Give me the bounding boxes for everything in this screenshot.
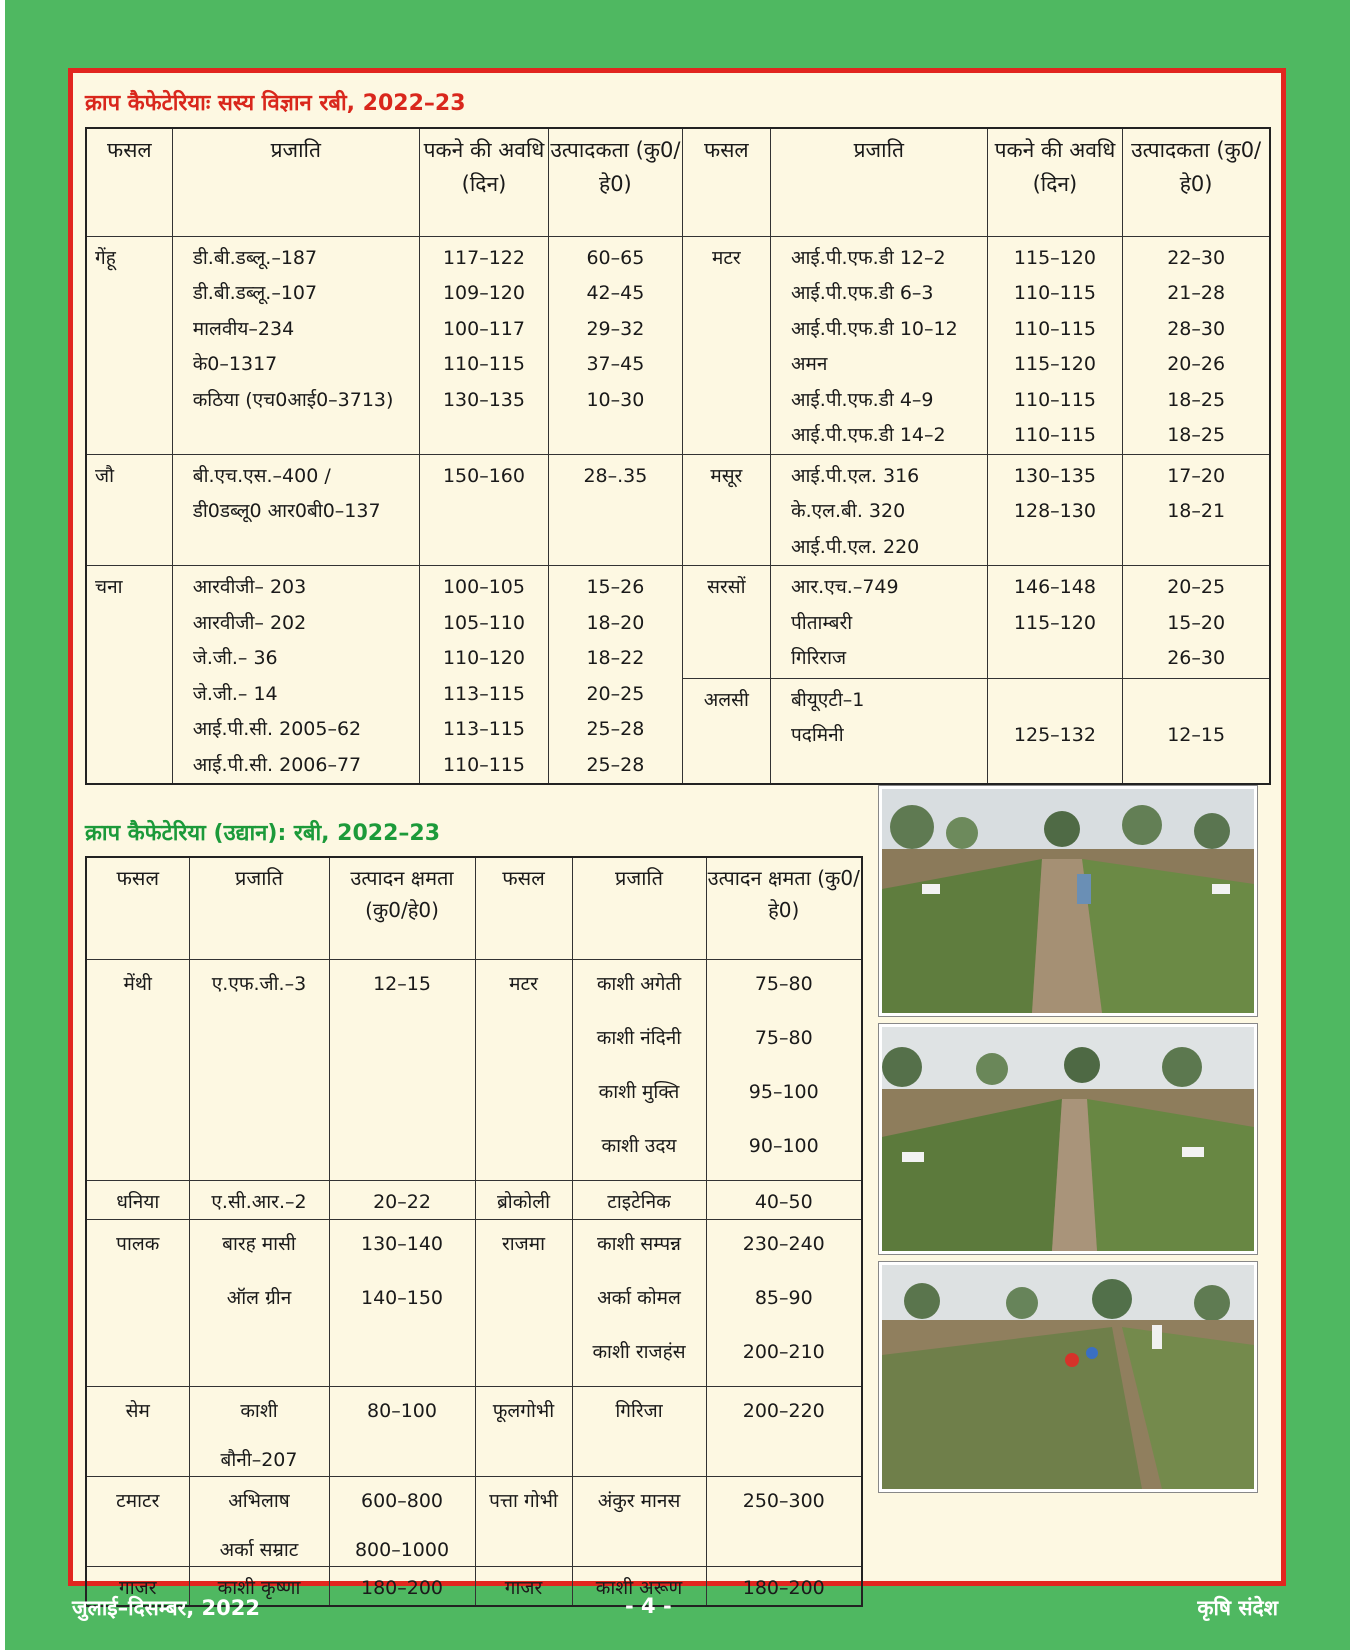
table-row [86, 1476, 862, 1566]
horticulture-section-title: क्राप कैफेटेरिया (उद्यान): रबी, 2022–23 [85, 821, 441, 846]
variety-cell [572, 1219, 706, 1386]
crop-cell [86, 1180, 189, 1219]
variety-name: डी0डब्लू0 आर0बी0–137 [192, 500, 381, 522]
duration-cell [987, 454, 1123, 566]
variety-cell [572, 1180, 706, 1219]
crop-name: मेंथी [123, 972, 152, 995]
productivity-value: 37–45 [586, 353, 645, 375]
variety-name: जे.जी.– 36 [192, 647, 278, 669]
capacity-cell [706, 959, 862, 1180]
table-row [86, 1180, 862, 1219]
capacity-value: 200–220 [742, 1399, 825, 1422]
productivity-cell [549, 454, 683, 566]
variety-name: मालवीय–234 [192, 317, 295, 340]
crop-name: राजमा [501, 1232, 546, 1255]
variety-name: आई.पी.एफ.डी 14–2 [790, 424, 946, 446]
duration-value: 110–115 [1013, 388, 1096, 411]
variety-cell [189, 1219, 329, 1386]
crop-name: जौ [95, 464, 115, 487]
variety-name: काशी [240, 1399, 278, 1422]
variety-name: पीताम्बरी [790, 611, 853, 634]
productivity-value: 15–26 [586, 576, 645, 598]
header-duration: पकने की अवधि (दिन) [987, 128, 1123, 236]
duration-value: 125–132 [1013, 724, 1096, 747]
header-productivity: उत्पादकता (कु0/हे0) [1123, 128, 1270, 236]
header-variety: प्रजाति [770, 128, 987, 236]
variety-name: काशी नंदिनी [596, 1026, 682, 1049]
left-edge-strip [0, 0, 5, 1650]
table-row [86, 454, 1270, 566]
variety-name: ए.सी.आर.–2 [211, 1190, 307, 1213]
crop-cell [86, 1476, 189, 1566]
header-crop: फसल [86, 857, 189, 959]
productivity-value: 20–26 [1167, 353, 1226, 375]
variety-name: बौनी–207 [220, 1448, 298, 1471]
variety-name: आई.पी.एफ.डी 4–9 [790, 388, 934, 411]
variety-name: जे.जी.– 14 [192, 682, 278, 705]
duration-cell [987, 236, 1123, 454]
crop-name: सेम [125, 1399, 150, 1422]
capacity-value: 95–100 [748, 1080, 819, 1103]
crop-name: सरसों [707, 576, 746, 598]
duration-value: 150–160 [442, 464, 525, 487]
productivity-value: 60–65 [586, 246, 645, 269]
agronomy-table [85, 127, 1271, 785]
duration-value: 110–115 [1013, 282, 1096, 304]
header-crop: फसल [86, 128, 172, 236]
page-footer [0, 1586, 1350, 1650]
duration-value: 115–120 [1013, 353, 1096, 375]
productivity-value: 25–28 [586, 753, 645, 776]
agronomy-section-title: क्राप कैफेटेरियाः सस्य विज्ञान रबी, 2022–23 [85, 91, 466, 116]
variety-name: गिरिराज [790, 647, 847, 669]
duration-value: 117–122 [442, 246, 525, 269]
variety-cell [189, 959, 329, 1180]
crop-cell [475, 959, 572, 1180]
crop-name: पालक [116, 1232, 160, 1255]
variety-name: काशी अरूण [595, 1576, 683, 1599]
variety-cell [770, 566, 987, 679]
capacity-cell [706, 1219, 862, 1386]
capacity-value: 180–200 [360, 1576, 444, 1599]
crop-cell [86, 1386, 189, 1476]
productivity-cell [1123, 678, 1270, 784]
table-row [86, 1219, 862, 1386]
capacity-value: 180–200 [742, 1576, 825, 1599]
table-row [86, 1386, 862, 1476]
capacity-value: 75–80 [754, 972, 813, 995]
duration-cell [419, 454, 548, 566]
productivity-cell [549, 236, 683, 454]
duration-cell [419, 236, 548, 454]
capacity-value: 80–100 [367, 1399, 437, 1422]
crop-name: गाजर [119, 1576, 157, 1599]
variety-name: के.एल.बी. 320 [790, 500, 906, 522]
capacity-cell [329, 1476, 475, 1566]
variety-name: डी.बी.डब्लू.–107 [192, 282, 318, 304]
productivity-cell [1123, 566, 1270, 679]
productivity-value: 29–32 [586, 317, 645, 340]
variety-name: आरवीजी– 203 [192, 576, 307, 598]
duration-value: 110–115 [1013, 317, 1096, 340]
duration-value: 113–115 [442, 718, 525, 740]
variety-name: आर.एच.–749 [790, 576, 899, 598]
crop-name: मसूर [710, 464, 743, 487]
variety-name: काशी राजहंस [592, 1340, 686, 1363]
field-photos [879, 786, 1257, 1500]
content-frame [68, 68, 1286, 1599]
capacity-value: 85–90 [754, 1286, 813, 1309]
variety-name: ए.एफ.जी.–3 [211, 972, 307, 995]
variety-name: काशी सम्पन्न [597, 1232, 681, 1255]
capacity-value: 200–210 [742, 1340, 825, 1363]
variety-name: अमन [790, 353, 828, 375]
variety-cell [189, 1386, 329, 1476]
crop-cell [682, 236, 770, 454]
productivity-value: 12–15 [1167, 724, 1226, 747]
capacity-cell [706, 1476, 862, 1566]
header-capacity: उत्पादन क्षमता (कु0/हे0) [706, 857, 862, 959]
capacity-value: 90–100 [748, 1134, 819, 1157]
productivity-value: 20–25 [586, 682, 645, 705]
footer-page-number: - 4 - [625, 1594, 672, 1618]
variety-name: काशी कृष्णा [217, 1576, 301, 1599]
crop-cell [475, 1386, 572, 1476]
crop-cell [86, 454, 172, 566]
productivity-cell [549, 566, 683, 785]
duration-value: 128–130 [1013, 500, 1096, 522]
variety-name: बी.एच.एस.–400 / [192, 464, 331, 487]
field-photo-3 [879, 1262, 1257, 1492]
productivity-value: 22–30 [1167, 246, 1226, 269]
productivity-value: 26–30 [1167, 647, 1226, 669]
duration-value: 146–148 [1013, 576, 1096, 598]
crop-name: अलसी [703, 688, 749, 711]
duration-value: 100–117 [442, 317, 525, 340]
crop-cell [86, 236, 172, 454]
variety-cell [172, 454, 419, 566]
variety-name: आई.पी.एफ.डी 10–12 [790, 317, 958, 340]
variety-name: आई.पी.सी. 2005–62 [192, 718, 362, 740]
variety-name: काशी अगेती [596, 972, 682, 995]
capacity-cell [706, 1180, 862, 1219]
footer-issue-date: जुलाई–दिसम्बर, 2022 [72, 1596, 260, 1620]
variety-name: आई.पी.एफ.डी 12–2 [790, 246, 946, 269]
variety-name: आई.पी.एल. 220 [790, 535, 920, 558]
crop-cell [475, 1180, 572, 1219]
duration-value: 115–120 [1013, 611, 1096, 634]
field-photo-2 [879, 1024, 1257, 1254]
crop-name: ब्रोकोली [496, 1190, 551, 1213]
duration-value: 110–120 [442, 647, 525, 669]
crop-name: पत्ता गोभी [489, 1489, 558, 1512]
crop-cell [86, 566, 172, 785]
crop-name: गेंहू [95, 246, 116, 269]
header-crop: फसल [475, 857, 572, 959]
duration-value: 110–115 [442, 353, 525, 375]
table-row [86, 236, 1270, 454]
horticulture-table [85, 856, 863, 1607]
crop-cell [86, 1219, 189, 1386]
capacity-value: 800–1000 [354, 1538, 450, 1561]
duration-value: 110–115 [1013, 424, 1096, 446]
capacity-value: 12–15 [373, 972, 431, 995]
variety-cell [572, 959, 706, 1180]
productivity-value: 18–25 [1167, 388, 1226, 411]
variety-cell [189, 1180, 329, 1219]
capacity-cell [329, 1180, 475, 1219]
variety-cell [770, 454, 987, 566]
variety-name: गिरिजा [615, 1399, 663, 1422]
duration-value: 105–110 [442, 611, 525, 634]
variety-name: अंकुर मानस [597, 1489, 681, 1512]
productivity-value: 15–20 [1167, 611, 1226, 634]
variety-cell [189, 1476, 329, 1566]
variety-cell [770, 236, 987, 454]
capacity-value: 130–140 [360, 1232, 444, 1255]
productivity-cell [1123, 236, 1270, 454]
duration-value: 113–115 [442, 682, 525, 705]
productivity-value: 28–.35 [583, 464, 648, 487]
crop-cell [475, 1219, 572, 1386]
variety-name: आई.पी.एल. 316 [790, 464, 920, 487]
variety-name: टाइटेनिक [607, 1190, 671, 1213]
variety-cell [572, 1476, 706, 1566]
crop-cell [682, 454, 770, 566]
header-capacity: उत्पादन क्षमता (कु0/हे0) [329, 857, 475, 959]
header-variety: प्रजाति [572, 857, 706, 959]
crop-cell [86, 959, 189, 1180]
capacity-value: 250–300 [742, 1489, 825, 1512]
duration-cell [987, 678, 1123, 784]
variety-name: अर्का सम्राट [219, 1538, 299, 1561]
capacity-value: 230–240 [742, 1232, 825, 1255]
productivity-value: 25–28 [586, 718, 645, 740]
capacity-cell [329, 1386, 475, 1476]
variety-name: आई.पी.सी. 2006–77 [192, 753, 362, 776]
duration-cell [419, 566, 548, 785]
capacity-cell [329, 1219, 475, 1386]
capacity-value: 75–80 [754, 1026, 813, 1049]
crop-name: फूलगोभी [492, 1399, 555, 1422]
productivity-value: 18–20 [586, 611, 645, 634]
crop-name: धनिया [116, 1190, 160, 1213]
header-duration: पकने की अवधि (दिन) [419, 128, 548, 236]
capacity-cell [706, 1386, 862, 1476]
duration-value: 130–135 [442, 388, 525, 411]
variety-name: आई.पी.एफ.डी 6–3 [790, 282, 934, 304]
variety-name: आरवीजी– 202 [192, 611, 307, 634]
duration-value: 110–115 [442, 753, 525, 776]
productivity-value: 18–22 [586, 647, 645, 669]
header-crop: फसल [682, 128, 770, 236]
productivity-value: 28–30 [1167, 317, 1226, 340]
header-variety: प्रजाति [189, 857, 329, 959]
variety-name: अभिलाष [228, 1489, 290, 1512]
variety-name: कठिया (एच0आई0–3713) [192, 388, 394, 411]
header-productivity: उत्पादकता (कु0/हे0) [549, 128, 683, 236]
productivity-value: 17–20 [1167, 464, 1226, 487]
duration-value: 115–120 [1013, 246, 1096, 269]
agronomy-header-row [86, 128, 1270, 236]
variety-cell [572, 1386, 706, 1476]
crop-name: मटर [509, 972, 538, 995]
variety-name: काशी मुक्ति [598, 1080, 680, 1103]
crop-cell [682, 566, 770, 679]
duration-value: 109–120 [442, 282, 525, 304]
crop-name: मटर [711, 246, 741, 269]
crop-cell [682, 678, 770, 784]
duration-value: 130–135 [1013, 464, 1096, 487]
productivity-value: 18–21 [1167, 500, 1226, 522]
footer-publication-name: कृषि संदेश [1197, 1596, 1278, 1620]
crop-cell [475, 1476, 572, 1566]
productivity-value: 10–30 [586, 388, 645, 411]
horticulture-header-row [86, 857, 862, 959]
duration-cell [987, 566, 1123, 679]
variety-name: पदमिनी [790, 724, 844, 747]
crop-name: गाजर [504, 1576, 543, 1599]
productivity-value: 21–28 [1167, 282, 1226, 304]
productivity-cell [1123, 454, 1270, 566]
duration-value: 100–105 [442, 576, 525, 598]
capacity-cell [329, 959, 475, 1180]
variety-name: के0–1317 [192, 353, 278, 375]
capacity-value: 40–50 [754, 1190, 813, 1213]
header-variety: प्रजाति [172, 128, 419, 236]
productivity-value: 20–25 [1167, 576, 1226, 598]
capacity-value: 20–22 [373, 1190, 431, 1213]
crop-name: टमाटर [116, 1489, 160, 1512]
variety-cell [172, 566, 419, 785]
productivity-value: 18–25 [1167, 424, 1226, 446]
table-row [86, 959, 862, 1180]
productivity-value: 42–45 [586, 282, 645, 304]
crop-name: चना [95, 576, 123, 598]
table-row [86, 566, 1270, 679]
variety-name: डी.बी.डब्लू.–187 [192, 246, 318, 269]
field-photo-1 [879, 786, 1257, 1016]
variety-cell [770, 678, 987, 784]
variety-name: बीयूएटी–1 [790, 688, 865, 711]
capacity-value: 140–150 [360, 1286, 444, 1309]
variety-name: काशी उदय [601, 1134, 677, 1157]
variety-cell [172, 236, 419, 454]
variety-name: ऑल ग्रीन [226, 1286, 292, 1309]
variety-name: अर्का कोमल [597, 1286, 681, 1309]
capacity-value: 600–800 [360, 1489, 444, 1512]
variety-name: बारह मासी [222, 1232, 296, 1255]
